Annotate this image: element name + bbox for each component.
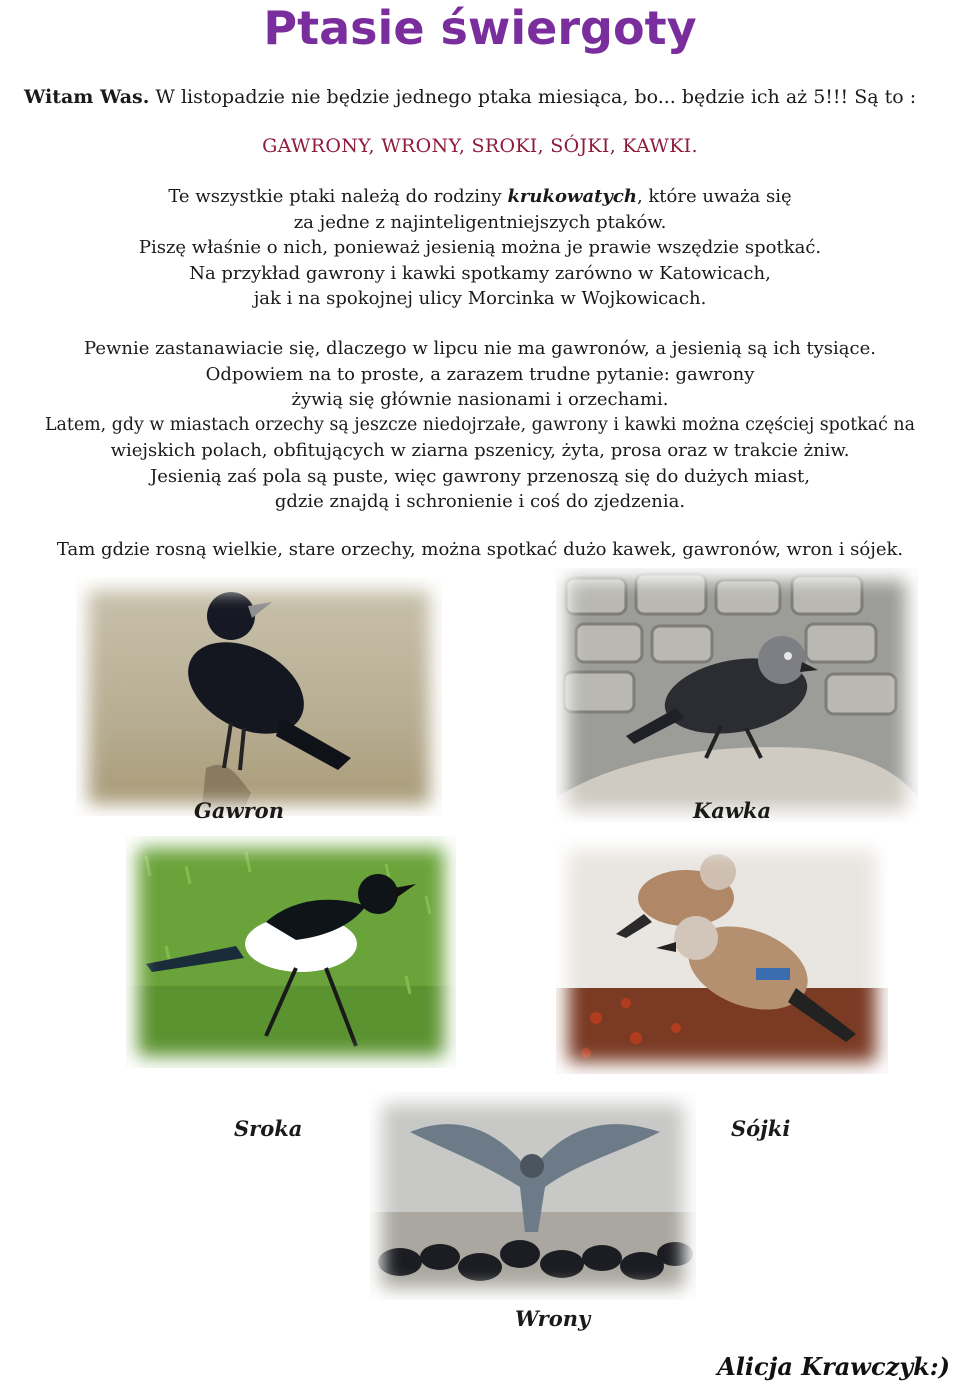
p1-line5: jak i na spokojnej ulicy Morcinka w Wojkowicach. <box>253 288 707 309</box>
p2-line6: Jesienią zaś pola są puste, więc gawrony przenoszą się do dużych miast, <box>150 465 810 487</box>
p2-line4: Latem, gdy w miastach orzechy są jeszcze niedojrzałe, gawrony i kawki można częściej spotkać na <box>44 414 915 435</box>
p1-line1-end: , które uważa się <box>636 186 792 207</box>
jackdaw-photo <box>556 568 918 822</box>
p2-line2: Odpowiem na to proste, a zarazem trudne pytanie: gawrony <box>205 363 755 385</box>
page-title: Ptasie świergoty <box>263 1 697 55</box>
p2-line7: gdzie znajdą i schronienie i coś do zjedzenia. <box>274 491 686 512</box>
intro-line <box>24 84 944 110</box>
p2-line1: Pewnie zastanawiacie się, dlaczego w lipcu nie ma gawronów, a jesienią są ich tysiące. <box>84 338 876 359</box>
paragraph-walnuts: Tam gdzie rosną wielkie, stare orzechy, można spotkać dużo kawek, gawronów, wron i sójek. <box>56 539 904 560</box>
p1-line2: za jedne z najinteligentniejszych ptaków. <box>293 211 667 233</box>
family-name-emphasis: krukowatych <box>507 186 637 207</box>
p1-line3: Piszę właśnie o nich, ponieważ jesienią można je prawie wszędzie spotkać. <box>138 237 822 258</box>
greeting: Witam Was. <box>24 86 150 108</box>
intro-text: W listopadzie nie będzie jednego ptaka miesiąca, bo... będzie ich aż 5!!! Są to : <box>149 86 917 108</box>
rook-photo <box>76 578 442 816</box>
paragraph-family <box>0 184 960 312</box>
caption-kawka: Kawka <box>693 798 772 823</box>
paragraph-seasons <box>0 336 960 515</box>
p2-line5: wiejskich polach, obfitujących w ziarna pszenicy, żyta, prosa oraz w trakcie żniw. <box>110 440 850 461</box>
caption-gawron: Gawron <box>194 798 284 823</box>
p1-line4: Na przykład gawrony i kawki spotkamy zarówno w Katowicach, <box>189 262 771 284</box>
signature: Alicja Krawczyk:) <box>717 1352 950 1381</box>
caption-sroka: Sroka <box>234 1116 303 1141</box>
magpie-photo <box>126 836 456 1068</box>
caption-wrony: Wrony <box>515 1306 591 1331</box>
p2-line3: żywią się głównie nasionami i orzechami. <box>291 389 669 410</box>
caption-sojki: Sójki <box>731 1116 791 1141</box>
p1-line1 <box>0 184 960 210</box>
p1-line1-start: Te wszystkie ptaki należą do rodziny <box>168 186 508 207</box>
crows-photo <box>370 1092 696 1300</box>
jays-photo <box>556 838 888 1074</box>
bird-list: GAWRONY, WRONY, SROKI, SÓJKI, KAWKI. <box>262 135 698 157</box>
